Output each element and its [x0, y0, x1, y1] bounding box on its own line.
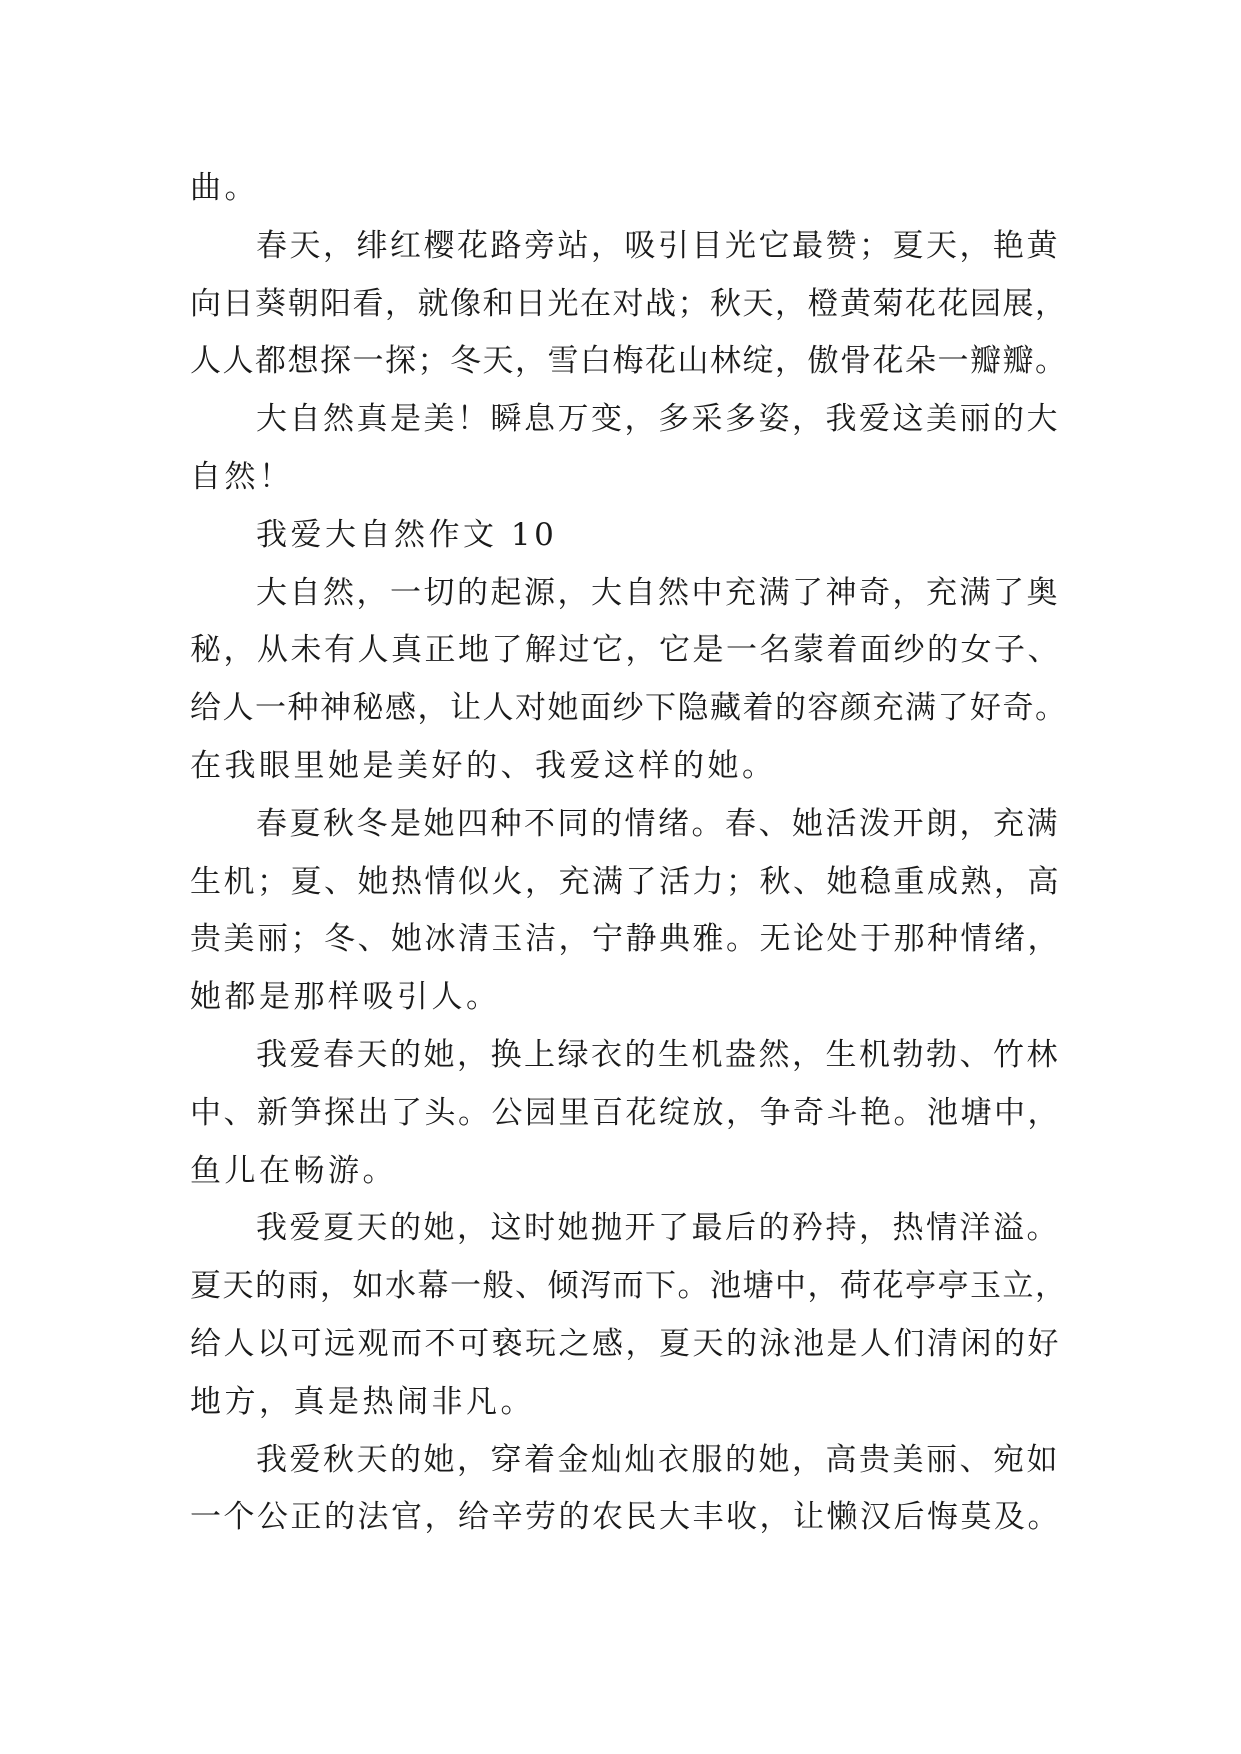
paragraph-4: [190, 565, 1070, 796]
paragraph-line: 春天，绯红樱花路旁站，吸引目光它最赞；夏天，艳黄: [256, 227, 1060, 264]
paragraph-line: 曲。: [190, 170, 259, 206]
paragraph-line: 自然！: [190, 458, 294, 495]
paragraph-line: 向日葵朝阳看，就像和日光在对战；秋天，橙黄菊花花园展，: [190, 285, 1068, 322]
paragraph-line: 我爱夏天的她，这时她抛开了最后的矜持，热情洋溢。: [256, 1210, 1060, 1247]
paragraph-line: 我爱春天的她，换上绿衣的生机盎然，生机勃勃、竹林: [256, 1036, 1060, 1073]
paragraph-5: [190, 796, 1070, 1027]
paragraph-line: 在我眼里她是美好的、我爱这样的她。: [190, 747, 777, 784]
paragraph-line: 春夏秋冬是她四种不同的情绪。春、她活泼开朗，充满: [256, 805, 1060, 842]
paragraph-line: 中、新笋探出了头。公园里百花绽放，争奇斗艳。池塘中，: [190, 1094, 1061, 1131]
paragraph-6: [190, 1027, 1070, 1200]
heading-line: 我爱大自然作文 10: [256, 516, 558, 553]
document-body: [190, 160, 1070, 1547]
paragraph-line: 生机；夏、她热情似火，充满了活力；秋、她稳重成熟，高: [190, 863, 1061, 900]
paragraph-line: 大自然真是美！瞬息万变，多采多姿，我爱这美丽的大: [256, 401, 1060, 438]
paragraph-line: 给人以可远观而不可亵玩之感，夏天的泳池是人们清闲的好: [190, 1325, 1061, 1362]
paragraph-8: [190, 1432, 1070, 1548]
section-heading: [190, 507, 1070, 565]
paragraph-line: 地方，真是热闹非凡。: [190, 1383, 535, 1420]
paragraph-line: 一个公正的法官，给辛劳的农民大丰收，让懒汉后悔莫及。: [190, 1499, 1061, 1536]
paragraph-0: [190, 160, 1070, 218]
paragraph-line: 给人一种神秘感，让人对她面纱下隐藏着的容颜充满了好奇。: [190, 690, 1068, 727]
paragraph-7: [190, 1200, 1070, 1431]
paragraph-2: [190, 391, 1070, 507]
paragraph-1: [190, 218, 1070, 391]
paragraph-line: 大自然，一切的起源，大自然中充满了神奇，充满了奥: [256, 574, 1060, 611]
paragraph-line: 人人都想探一探；冬天，雪白梅花山林绽，傲骨花朵一瓣瓣。: [190, 343, 1068, 380]
paragraph-line: 她都是那样吸引人。: [190, 979, 501, 1016]
paragraph-line: 我爱秋天的她，穿着金灿灿衣服的她，高贵美丽、宛如: [256, 1441, 1060, 1478]
paragraph-line: 秘，从未有人真正地了解过它，它是一名蒙着面纱的女子、: [190, 632, 1061, 669]
paragraph-line: 夏天的雨，如水幕一般、倾泻而下。池塘中，荷花亭亭玉立，: [190, 1268, 1068, 1305]
paragraph-line: 鱼儿在畅游。: [190, 1152, 397, 1189]
paragraph-line: 贵美丽；冬、她冰清玉洁，宁静典雅。无论处于那种情绪，: [190, 921, 1061, 958]
